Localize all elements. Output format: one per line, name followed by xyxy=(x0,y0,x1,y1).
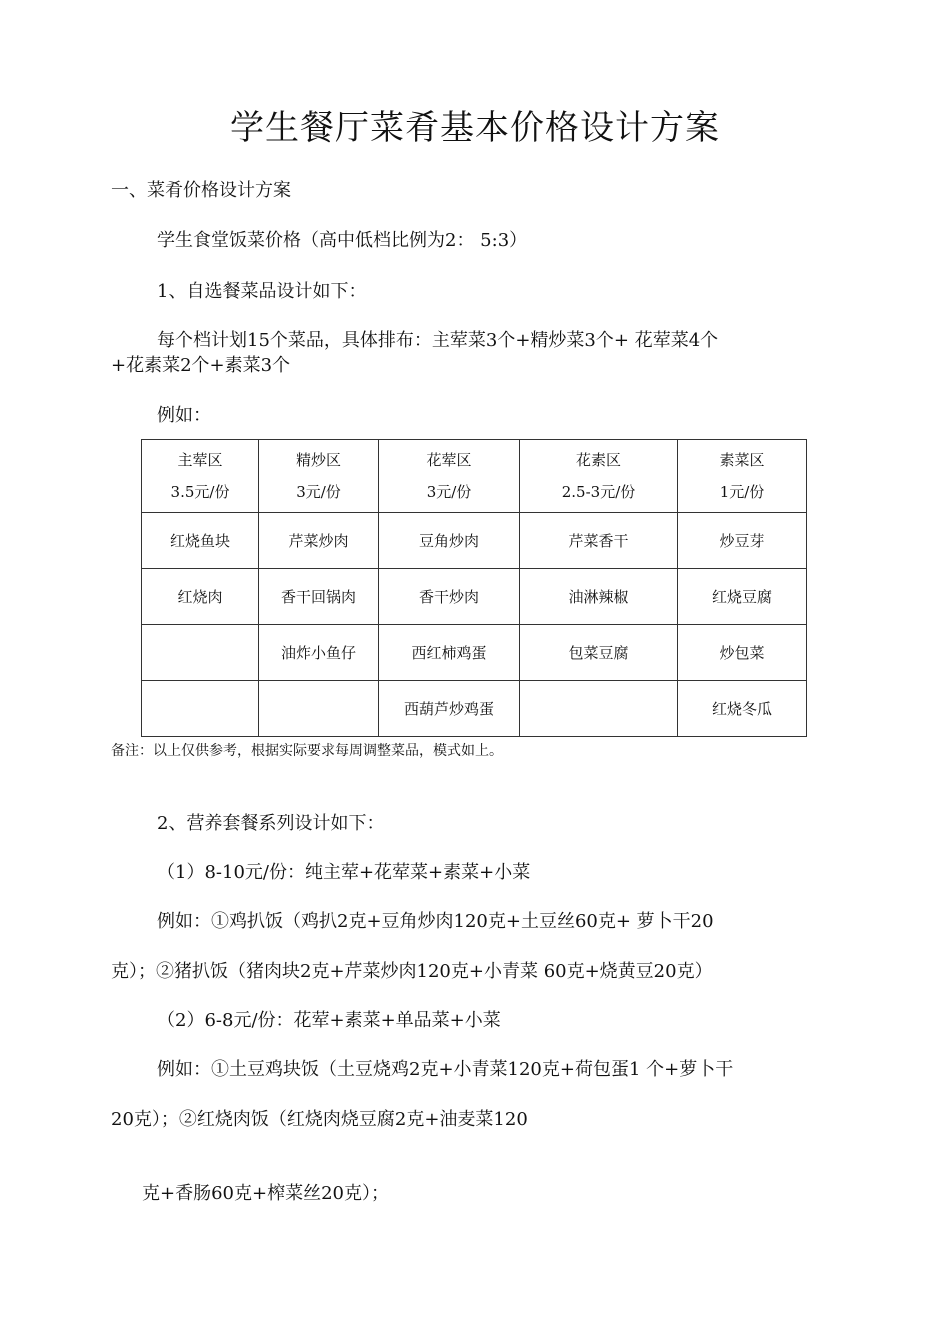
table-cell: 香干炒肉 xyxy=(379,569,520,625)
table-cell: 炒包菜 xyxy=(678,625,807,681)
set-1-example-line-1: 例如：①鸡扒饭（鸡扒2克+豆角炒肉120克+土豆丝60克+ 萝卜干20 xyxy=(157,911,714,932)
plan-line-2: +花素菜2个+素菜3个 xyxy=(111,355,291,376)
table-cell: 油淋辣椒 xyxy=(520,569,678,625)
section-heading-1: 一、菜肴价格设计方案 xyxy=(111,180,291,201)
table-row xyxy=(142,513,807,569)
table-cell: 香干回锅肉 xyxy=(259,569,379,625)
header-cell xyxy=(520,440,678,513)
header-zone-name: 素菜区 xyxy=(719,451,765,469)
header-zone-name: 主荤区 xyxy=(177,451,223,469)
table-cell xyxy=(142,681,259,737)
menu-price-table xyxy=(141,439,807,737)
header-zone-price: 3元/份 xyxy=(426,483,472,501)
table-header-row xyxy=(142,440,807,513)
item-1-heading: 1、自选餐菜品设计如下： xyxy=(157,281,367,302)
header-cell xyxy=(259,440,379,513)
header-zone-name: 花素区 xyxy=(575,451,621,469)
table-row xyxy=(142,625,807,681)
table-row xyxy=(142,569,807,625)
header-zone-price: 2.5-3元/份 xyxy=(561,483,636,501)
table-cell: 红烧豆腐 xyxy=(678,569,807,625)
set-2-example-line-2: 20克）；②红烧肉饭（红烧肉烧豆腐2克+油麦菜120 xyxy=(111,1109,528,1130)
header-zone-name: 精炒区 xyxy=(295,451,341,469)
table-cell xyxy=(142,625,259,681)
canteen-price-line: 学生食堂饭菜价格（高中低档比例为2： 5:3） xyxy=(157,230,528,251)
header-cell xyxy=(678,440,807,513)
table-row xyxy=(142,681,807,737)
table-cell: 芹菜香干 xyxy=(520,513,678,569)
table-cell: 红烧鱼块 xyxy=(142,513,259,569)
header-cell xyxy=(142,440,259,513)
table-cell: 芹菜炒肉 xyxy=(259,513,379,569)
set-1-example-line-2: 克）；②猪扒饭（猪肉块2克+芹菜炒肉120克+小青菜 60克+烧黄豆20克） xyxy=(111,961,713,982)
table-cell: 西红柿鸡蛋 xyxy=(379,625,520,681)
table-cell: 红烧肉 xyxy=(142,569,259,625)
example-label: 例如： xyxy=(157,405,211,426)
header-zone-name: 花荤区 xyxy=(426,451,472,469)
header-zone-price: 3元/份 xyxy=(296,483,341,501)
table-cell xyxy=(520,681,678,737)
table-cell: 红烧冬瓜 xyxy=(678,681,807,737)
set-1-heading: （1）8-10元/份：纯主荤+花荤菜+素菜+小菜 xyxy=(157,862,531,883)
set-2-example-line-1: 例如：①土豆鸡块饭（土豆烧鸡2克+小青菜120克+荷包蛋1 个+萝卜干 xyxy=(157,1059,734,1080)
table-cell: 豆角炒肉 xyxy=(379,513,520,569)
header-cell xyxy=(379,440,520,513)
page-title: 学生餐厅菜肴基本价格设计方案 xyxy=(230,108,720,148)
table-cell xyxy=(259,681,379,737)
set-2-example-line-3: 克+香肠60克+榨菜丝20克）； xyxy=(142,1183,389,1204)
header-zone-price: 3.5元/份 xyxy=(170,483,230,501)
set-2-heading: （2）6-8元/份：花荤+素菜+单品菜+小菜 xyxy=(157,1010,501,1031)
table-cell: 包菜豆腐 xyxy=(520,625,678,681)
table-cell: 西葫芦炒鸡蛋 xyxy=(379,681,520,737)
item-2-heading: 2、营养套餐系列设计如下： xyxy=(157,813,385,834)
header-zone-price: 1元/份 xyxy=(719,483,765,501)
table-cell: 炒豆芽 xyxy=(678,513,807,569)
table-cell: 油炸小鱼仔 xyxy=(259,625,379,681)
plan-line-1: 每个档计划15个菜品，具体排布：主荤菜3个+精炒菜3个+ 花荤菜4个 xyxy=(157,330,719,351)
table-footnote: 备注：以上仅供参考，根据实际要求每周调整菜品，模式如上。 xyxy=(111,743,503,759)
